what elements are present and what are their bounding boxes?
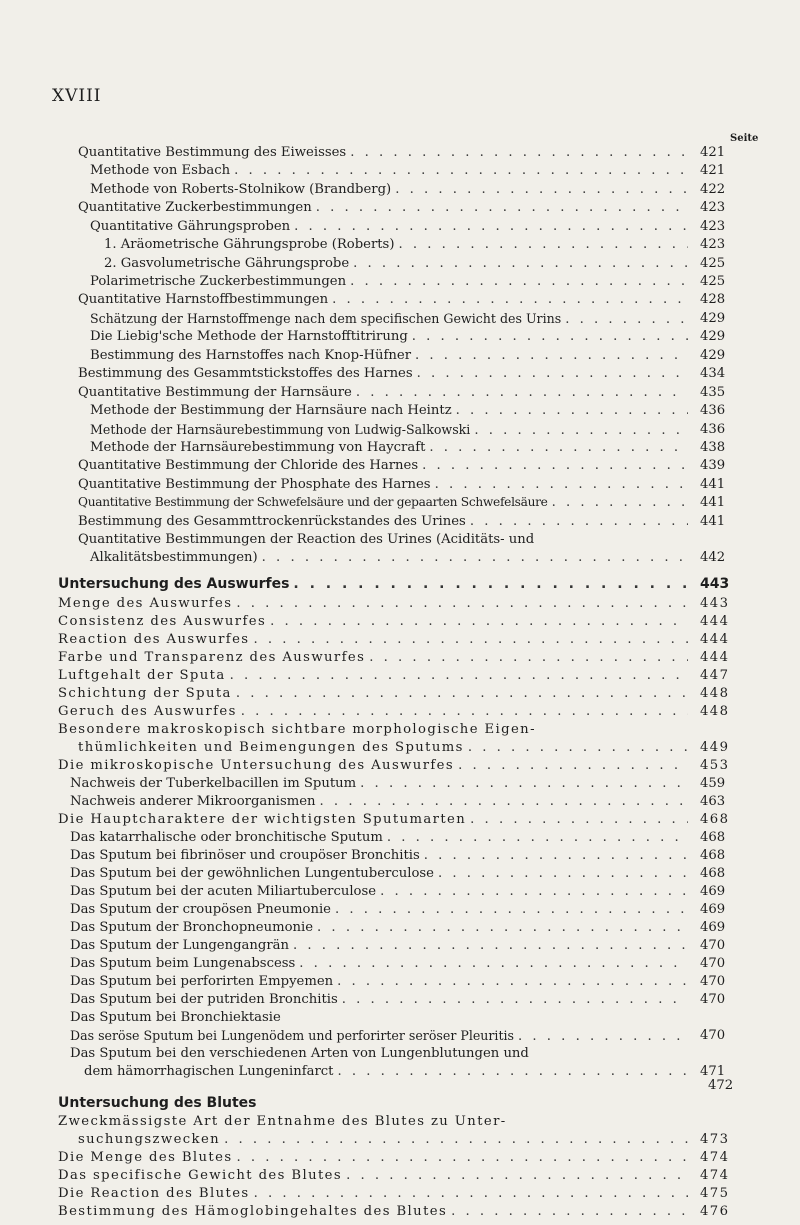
toc-entry: thümlichkeiten und Beimengungen des Sputums . . . 449 [78, 738, 692, 757]
toc-entry: Farbe und Transparenz des Auswurfes . . . 444 [58, 648, 692, 667]
section-heading: Untersuchung des Auswurfes . . . 443 [58, 575, 692, 594]
toc-entry: Das Sputum der Lungengangrän . . . 470 [70, 936, 692, 955]
toc-entry: Menge des Auswurfes . . . 443 [58, 594, 692, 613]
toc-entry-continued: Zweckmässigste Art der Entnahme des Blutes zu Unter- [58, 1114, 507, 1129]
toc-entry: Consistenz des Auswurfes . . . 444 [58, 612, 692, 631]
toc-entry: Methode von Roberts-Stolnikow (Brandberg) . . . 422 [90, 180, 692, 199]
toc-entry: Das Sputum beim Lungenabscess . . . 470 [70, 954, 692, 973]
toc-entry: Die Hauptcharaktere der wichtigsten Sputumarten . . . 468 [58, 810, 692, 829]
toc-entry: Schichtung der Sputa . . . 448 [58, 684, 692, 703]
toc-entry-continued: Das Sputum bei Bronchiektasie [70, 1010, 281, 1025]
page-number: XVIII [52, 86, 102, 106]
toc-entry: Die Reaction des Blutes . . . 475 [58, 1184, 692, 1203]
toc-entry: Quantitative Bestimmung der Schwefelsäure und der gepaarten Schwefelsäure . . . 441 [78, 493, 692, 512]
toc-entry: Methode der Harnsäurebestimmung von Ludwig-Salkowski . . . 436 [90, 420, 692, 439]
toc-entry: Das specifische Gewicht des Blutes . . . 474 [58, 1166, 692, 1185]
toc-entry: Quantitative Bestimmung der Chloride des Harnes . . . 439 [78, 456, 692, 475]
toc-entry: Das Sputum bei der acuten Miliartuberculose . . . 469 [70, 882, 692, 901]
toc-entry: Das Sputum der croupösen Pneumonie . . . 469 [70, 900, 692, 919]
toc-entry: Das Sputum bei perforirten Empyemen . . . 470 [70, 972, 692, 991]
toc-entry-continued: Quantitative Bestimmungen der Reaction des Urines (Aciditäts- und [78, 532, 535, 547]
toc-entry: Das seröse Sputum bei Lungenödem und perforirter seröser Pleuritis . . . 470 [70, 1026, 692, 1045]
toc-entry: Quantitative Harnstoffbestimmungen . . . 428 [78, 290, 692, 309]
toc-entry: Das Sputum bei der putriden Bronchitis . . . 470 [70, 990, 692, 1009]
toc-entry: Bestimmung des Gesammttrockenrückstandes des Urines . . . 441 [78, 512, 692, 531]
toc-entry: Quantitative Zuckerbestimmungen . . . 423 [78, 198, 692, 217]
toc-entry: Quantitative Gährungsproben . . . 423 [90, 217, 692, 236]
toc-entry: Schätzung der Harnstoffmenge nach dem specifischen Gewicht des Urins . . . 429 [90, 309, 692, 328]
toc-entry: 1. Aräometrische Gährungsprobe (Roberts) . . . 423 [104, 235, 692, 254]
toc-entry: Quantitative Bestimmung der Harnsäure . . . 435 [78, 383, 692, 402]
toc-entry: Das Sputum bei der gewöhnlichen Lungentuberculose . . . 468 [70, 864, 692, 883]
toc-entry: Polarimetrische Zuckerbestimmungen . . . 425 [90, 272, 692, 291]
toc-entry: dem hämorrhagischen Lungeninfarct . . . 471 [84, 1062, 692, 1081]
toc-entry: Quantitative Bestimmung der Phosphate des Harnes . . . 441 [78, 475, 692, 494]
toc-entry: Die Menge des Blutes . . . 474 [58, 1148, 692, 1167]
toc-page-number: 472 [708, 1078, 734, 1093]
toc-entry: Das katarrhalische oder bronchitische Sputum . . . 468 [70, 828, 692, 847]
toc-entry: Bestimmung des Harnstoffes nach Knop-Hüfner . . . 429 [90, 346, 692, 365]
toc-entry: Die mikroskopische Untersuchung des Auswurfes . . . 453 [58, 756, 692, 775]
toc-entry: Reaction des Auswurfes . . . 444 [58, 630, 692, 649]
toc-entry: 2. Gasvolumetrische Gährungsprobe . . . 425 [104, 254, 692, 273]
toc-entry: Das Sputum bei fibrinöser und croupöser Bronchitis . . . 468 [70, 846, 692, 865]
toc-entry: Bestimmung des Hämoglobingehaltes des Blutes . . . 476 [58, 1202, 692, 1221]
toc-entry: suchungszwecken . . . 473 [78, 1130, 692, 1149]
section-heading: Untersuchung des Blutes [58, 1095, 257, 1111]
toc-entry: Luftgehalt der Sputa . . . 447 [58, 666, 692, 685]
toc-entry: Bestimmung des Gesammtstickstoffes des Harnes . . . 434 [78, 364, 692, 383]
toc-entry: Methode der Bestimmung der Harnsäure nach Heintz . . . 436 [90, 401, 692, 420]
toc-entry-continued: Besondere makroskopisch sichtbare morphologische Eigen- [58, 722, 536, 737]
toc-entry: Nachweis anderer Mikroorganismen . . . 463 [70, 792, 692, 811]
seite-column-header: Seite [730, 133, 759, 144]
toc-entry: Methode von Esbach . . . 421 [90, 161, 692, 180]
toc-entry: Das Sputum der Bronchopneumonie . . . 469 [70, 918, 692, 937]
toc-entry: Quantitative Bestimmung des Eiweisses . . . 421 [78, 143, 692, 162]
toc-entry: Geruch des Auswurfes . . . 448 [58, 702, 692, 721]
toc-entry: Nachweis der Tuberkelbacillen im Sputum . . . 459 [70, 774, 692, 793]
toc-entry: Die Liebig'sche Methode der Harnstofftitrirung . . . 429 [90, 327, 692, 346]
toc-entry: Methode der Harnsäurebestimmung von Haycraft . . . 438 [90, 438, 692, 457]
toc-entry-continued: Das Sputum bei den verschiedenen Arten von Lungenblutungen und [70, 1046, 529, 1061]
toc-entry: Alkalitätsbestimmungen) . . . 442 [90, 548, 692, 567]
